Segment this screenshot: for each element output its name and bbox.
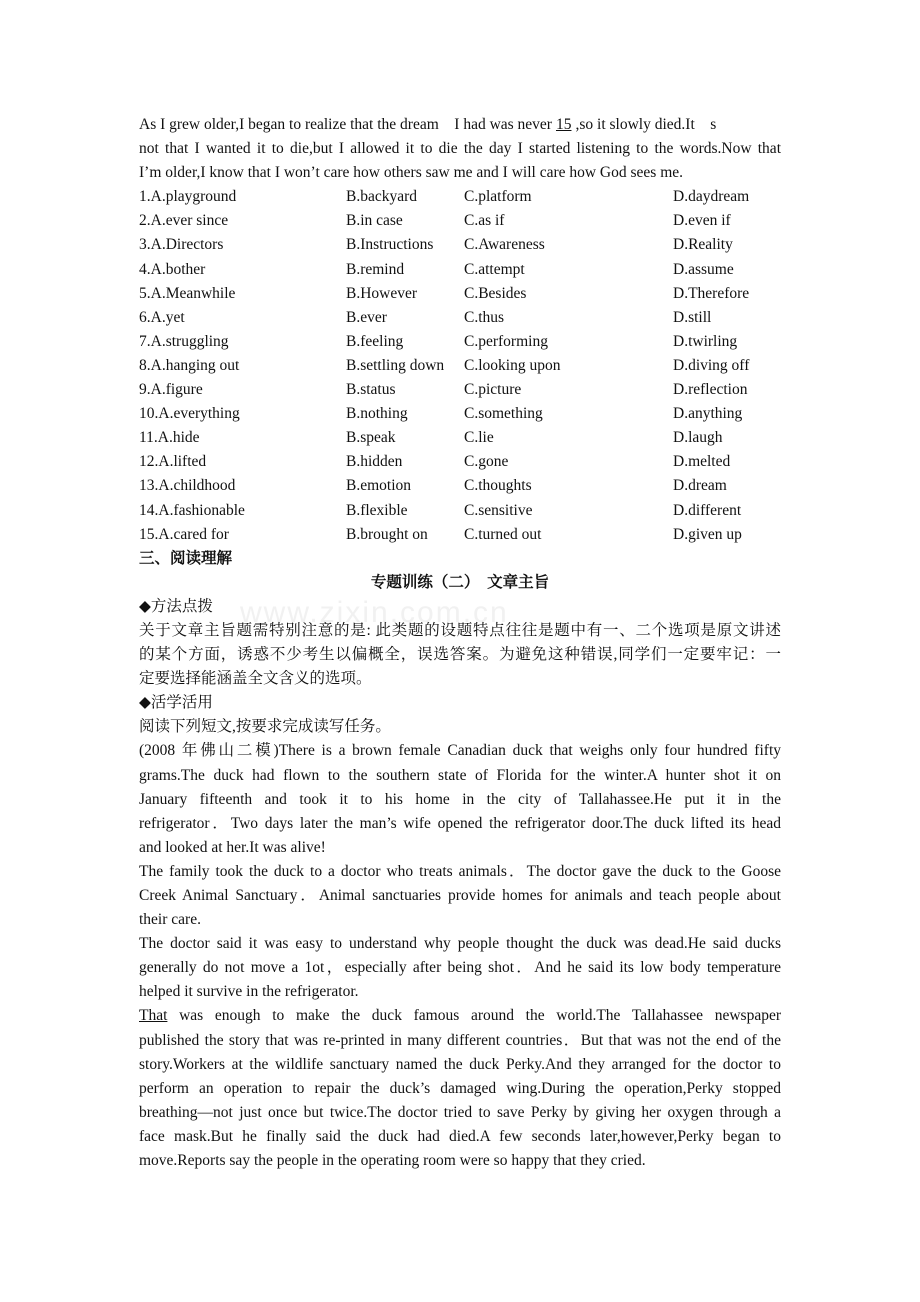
option-d: D.dream [673, 477, 727, 495]
option-d: D.daydream [673, 188, 750, 206]
document-page [139, 113, 781, 1173]
section-title: 三、阅读理解 [139, 549, 233, 567]
option-d: D.Reality [673, 236, 733, 254]
question-row [139, 185, 781, 209]
practice-heading: ◆活学活用 [139, 694, 213, 712]
question-row [139, 378, 781, 402]
question-row [139, 258, 781, 282]
option-c: C.as if [464, 212, 505, 230]
option-a: 9.A.figure [139, 381, 203, 399]
watermark: www.zixin.com.cn [240, 596, 509, 629]
story-p1-line: January fifteenth and took it to his home in the city of Tallahassee.He put it in the [139, 790, 781, 808]
blank-15: 15 [555, 116, 572, 133]
option-c: C.sensitive [464, 501, 533, 519]
option-a: 8.A.hanging out [139, 356, 240, 374]
option-a: 10.A.everything [139, 405, 240, 423]
option-b: B.hidden [346, 453, 403, 471]
question-row [139, 306, 781, 330]
question-row [139, 402, 781, 426]
question-row [139, 426, 781, 450]
story-p3-line: generally do not move a 1ot，especially after being shot．And he said its low body temperature [139, 959, 781, 977]
option-d: D.given up [673, 525, 742, 543]
question-row [139, 450, 781, 474]
question-row [139, 209, 781, 233]
option-d: D.laugh [673, 429, 723, 447]
option-b: B.settling down [346, 356, 445, 374]
option-a: 6.A.yet [139, 308, 185, 326]
option-a: 1.A.playground [139, 188, 237, 206]
option-c: C.gone [464, 453, 509, 471]
story-p1-line: grams.The duck had flown to the southern state of Florida for the winter.A hunter shot it on [139, 766, 781, 784]
option-c: C.Awareness [464, 236, 545, 254]
story-p3-line: The doctor said it was easy to understand why people thought the duck was dead.He said ducks [139, 935, 781, 953]
topic-title: 专题训练（二） 文章主旨 [370, 573, 550, 591]
story-p1-line: and looked at her.It was alive! [139, 838, 326, 856]
option-c: C.attempt [464, 260, 525, 278]
method-line-1: 关于文章主旨题需特别注意的是: 此类题的设题特点往往是题中有一、二个选项是原文讲述 [139, 621, 781, 639]
story-p3-line: helped it survive in the refrigerator. [139, 983, 359, 1001]
option-c: C.Besides [464, 284, 527, 302]
option-b: B.brought on [346, 525, 428, 543]
passage-line-2: not that I wanted it to die,but I allowed it to die the day I started listening to the words.Now that [139, 140, 781, 158]
story-p4-line: face mask.But he finally said the duck had died.A few seconds later,however,Perky began to [139, 1127, 781, 1145]
option-b: B.backyard [346, 188, 418, 206]
option-b: B.feeling [346, 332, 404, 350]
underlined-word-that: That [139, 1007, 168, 1025]
option-c: C.platform [464, 188, 532, 206]
option-b: B.in case [346, 212, 403, 230]
option-c: C.turned out [464, 525, 542, 543]
option-c: C.performing [464, 332, 548, 350]
story-p2-line: The family took the duck to a doctor who treats animals．The doctor gave the duck to the Goose [139, 862, 781, 880]
story-p2-line: their care. [139, 911, 201, 929]
option-c: C.something [464, 405, 543, 423]
story-p4-line: That was enough to make the duck famous around the world.The Tallahassee newspaper [139, 1007, 781, 1025]
option-d: D.twirling [673, 332, 738, 350]
option-a: 4.A.bother [139, 260, 206, 278]
story-p1-line: refrigerator．Two days later the man’s wife opened the refrigerator door.The duck lifted its head [139, 814, 781, 832]
options-list [139, 185, 781, 546]
question-row [139, 354, 781, 378]
option-d: D.Therefore [673, 284, 750, 302]
question-row [139, 282, 781, 306]
option-d: D.different [673, 501, 742, 519]
question-row [139, 233, 781, 257]
story-p4-line: published the story that was re-printed in many different countries．But that was not the end of the [139, 1031, 781, 1049]
story-p4-line: perform an operation to repair the duck’s damaged wing.During the operation,Perky stopped [139, 1079, 781, 1097]
story-p4-line: move.Reports say the people in the operating room were so happy that they cried. [139, 1152, 646, 1170]
option-a: 2.A.ever since [139, 212, 229, 230]
option-d: D.assume [673, 260, 734, 278]
method-heading: ◆方法点拨 [139, 597, 213, 615]
passage-line-1: As I grew older,I began to realize that the dream I had was never 15 ,so it slowly died.It s [139, 116, 717, 133]
option-b: B.ever [346, 308, 387, 326]
story-p4-line: breathing—not just once but twice.The doctor tried to save Perky by giving her oxygen through a [139, 1103, 781, 1121]
option-a: 12.A.lifted [139, 453, 207, 471]
option-b: B.status [346, 381, 396, 399]
question-row [139, 330, 781, 354]
option-c: C.thus [464, 308, 505, 326]
option-a: 15.A.cared for [139, 525, 229, 543]
option-d: D.anything [673, 405, 743, 423]
option-a: 3.A.Directors [139, 236, 224, 254]
option-c: C.looking upon [464, 356, 561, 374]
story-p2-line: Creek Animal Sanctuary．Animal sanctuaries provide homes for animals and teach people about [139, 887, 781, 904]
option-d: D.reflection [673, 381, 748, 399]
option-c: C.picture [464, 381, 522, 399]
method-line-2: 的某个方面，诱惑不少考生以偏概全，误选答案。为避免这种错误,同学们一定要牢记：一 [139, 646, 781, 664]
option-b: B.However [346, 284, 418, 302]
option-a: 13.A.childhood [139, 477, 236, 495]
option-a: 5.A.Meanwhile [139, 284, 236, 302]
option-b: B.emotion [346, 477, 412, 495]
option-d: D.diving off [673, 356, 750, 374]
question-row [139, 474, 781, 498]
option-b: B.speak [346, 429, 396, 447]
method-line-3: 定要选择能涵盖全文含义的选项。 [139, 670, 372, 688]
instruction: 阅读下列短文,按要求完成读写任务。 [139, 718, 391, 736]
option-b: B.flexible [346, 501, 408, 519]
option-a: 11.A.hide [139, 429, 200, 447]
option-d: D.even if [673, 212, 731, 230]
story-p4-line: story.Workers at the wildlife sanctuary named the duck Perky.And they arranged for the doctor to [139, 1055, 781, 1073]
option-c: C.lie [464, 429, 494, 447]
question-row [139, 523, 781, 547]
option-b: B.Instructions [346, 236, 434, 254]
question-row [139, 499, 781, 523]
story-p1-line: (2008 年佛山二模)There is a brown female Canadian duck that weighs only four hundred fifty [139, 742, 781, 760]
passage-line-3: I’m older,I know that I won’t care how others saw me and I will care how God sees me. [139, 164, 684, 182]
option-b: B.nothing [346, 405, 408, 423]
option-a: 14.A.fashionable [139, 501, 245, 519]
option-c: C.thoughts [464, 477, 532, 495]
option-b: B.remind [346, 260, 405, 278]
option-a: 7.A.struggling [139, 332, 229, 350]
option-d: D.still [673, 308, 712, 326]
option-d: D.melted [673, 453, 731, 471]
